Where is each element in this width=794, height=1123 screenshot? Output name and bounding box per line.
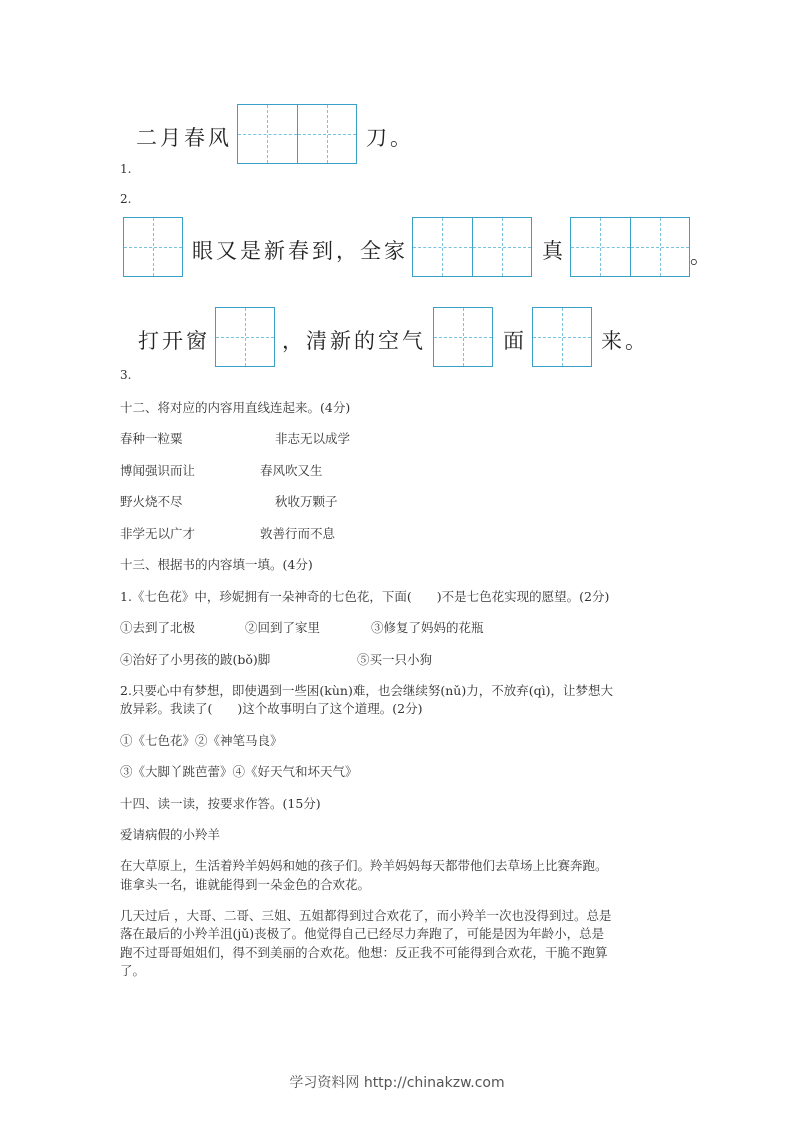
- writing-grid-line2-b[interactable]: [412, 217, 532, 277]
- grid-cell[interactable]: [631, 218, 690, 276]
- line1-after-text: 刀。: [366, 126, 414, 150]
- story-paragraph-2-line: 几天过后 ，大哥、二哥、三姐、五姐都得到过合欢花了，而小羚羊一次也没得到过。总是: [120, 908, 612, 923]
- line3-seg2-text: ，清新的空气: [282, 329, 426, 353]
- grid-cell[interactable]: [413, 218, 473, 276]
- grid-cell[interactable]: [473, 218, 532, 276]
- grid-cell[interactable]: [238, 105, 298, 163]
- match-right-item[interactable]: 敦善行而不息: [260, 526, 336, 541]
- section12-heading: 十二、将对应的内容用直线连起来。(4分): [120, 400, 351, 415]
- section13-question-2-line1: 2.只要心中有梦想，即使遇到一些困(kùn)难，也会继续努(nǔ)力，不放弃(qì)，让梦想大: [120, 683, 613, 698]
- grid-cell[interactable]: [571, 218, 631, 276]
- grid-cell[interactable]: [124, 218, 182, 276]
- question-number-3: 3.: [120, 368, 132, 382]
- section13-question-2-line2: 放异彩。我读了( )这个故事明白了这个道理。(2分): [120, 701, 423, 716]
- line3-seg4-text: 来。: [601, 329, 649, 353]
- story-paragraph-1-line: 在大草原上，生活着羚羊妈妈和她的孩子们。羚羊妈妈每天都带他们去草场上比赛奔跑。: [120, 858, 608, 873]
- match-left-item[interactable]: 春种一粒粟: [120, 431, 183, 446]
- question-number-2: 2.: [120, 192, 132, 206]
- writing-grid-line3-b[interactable]: [433, 307, 493, 367]
- match-right-item[interactable]: 非志无以成学: [275, 431, 351, 446]
- footer-watermark: 学习资料网 http://chinakzw.com: [289, 1075, 505, 1091]
- writing-grid-line3-c[interactable]: [532, 307, 592, 367]
- story-paragraph-2-line: 了。: [120, 963, 146, 978]
- q2-option-row[interactable]: ①《七色花》②《神笔马良》: [120, 733, 283, 748]
- grid-cell[interactable]: [216, 308, 274, 366]
- q1-option[interactable]: ①去到了北极: [120, 620, 196, 635]
- line2-seg2-text: 真: [542, 239, 566, 263]
- line1-before-text: 二月春风: [136, 126, 232, 150]
- match-right-item[interactable]: 春风吹又生: [260, 463, 323, 478]
- q1-option[interactable]: ④治好了小男孩的跛(bǒ)脚: [120, 652, 271, 667]
- story-paragraph-1-line: 谁拿头一名，谁就能得到一朵金色的合欢花。: [120, 877, 371, 892]
- match-left-item[interactable]: 博闻强识而让: [120, 463, 196, 478]
- q2-option-row[interactable]: ③《大脚丫跳芭蕾》④《好天气和坏天气》: [120, 764, 358, 779]
- q1-option[interactable]: ③修复了妈妈的花瓶: [371, 620, 484, 635]
- match-right-item[interactable]: 秋收万颗子: [275, 494, 338, 509]
- line3-seg3-text: 面: [503, 329, 527, 353]
- section13-question-1: 1.《七色花》中，珍妮拥有一朵神奇的七色花，下面( )不是七色花实现的愿望。(2分): [120, 589, 610, 604]
- line2-seg1-text: 眼又是新春到，全家: [192, 239, 408, 263]
- section14-heading: 十四、读一读，按要求作答。(15分): [120, 796, 321, 811]
- story-paragraph-2-line: 跑不过哥哥姐姐们，得不到美丽的合欢花。他想：反正我不可能得到合欢花，干脆不跑算: [120, 945, 608, 960]
- writing-grid-line3-a[interactable]: [215, 307, 275, 367]
- story-paragraph-2-line: 落在最后的小羚羊沮(jǔ)丧极了。他觉得自己已经尽力奔跑了，可能是因为年龄小，总是: [120, 926, 605, 941]
- q1-option[interactable]: ⑤买一只小狗: [357, 652, 433, 667]
- writing-grid-line2-c[interactable]: [570, 217, 690, 277]
- q1-option[interactable]: ②回到了家里: [245, 620, 321, 635]
- story-title: 爱请病假的小羚羊: [120, 827, 221, 842]
- writing-grid-line2-a[interactable]: [123, 217, 183, 277]
- section13-heading: 十三、根据书的内容填一填。(4分): [120, 557, 313, 572]
- line3-seg1-text: 打开窗: [138, 329, 210, 353]
- match-left-item[interactable]: 非学无以广才: [120, 526, 196, 541]
- match-left-item[interactable]: 野火烧不尽: [120, 494, 183, 509]
- grid-cell[interactable]: [533, 308, 591, 366]
- writing-grid-line1[interactable]: [237, 104, 357, 164]
- line2-seg3-text: 。: [690, 244, 714, 268]
- grid-cell[interactable]: [434, 308, 492, 366]
- question-number-1: 1.: [120, 162, 132, 176]
- grid-cell[interactable]: [298, 105, 357, 163]
